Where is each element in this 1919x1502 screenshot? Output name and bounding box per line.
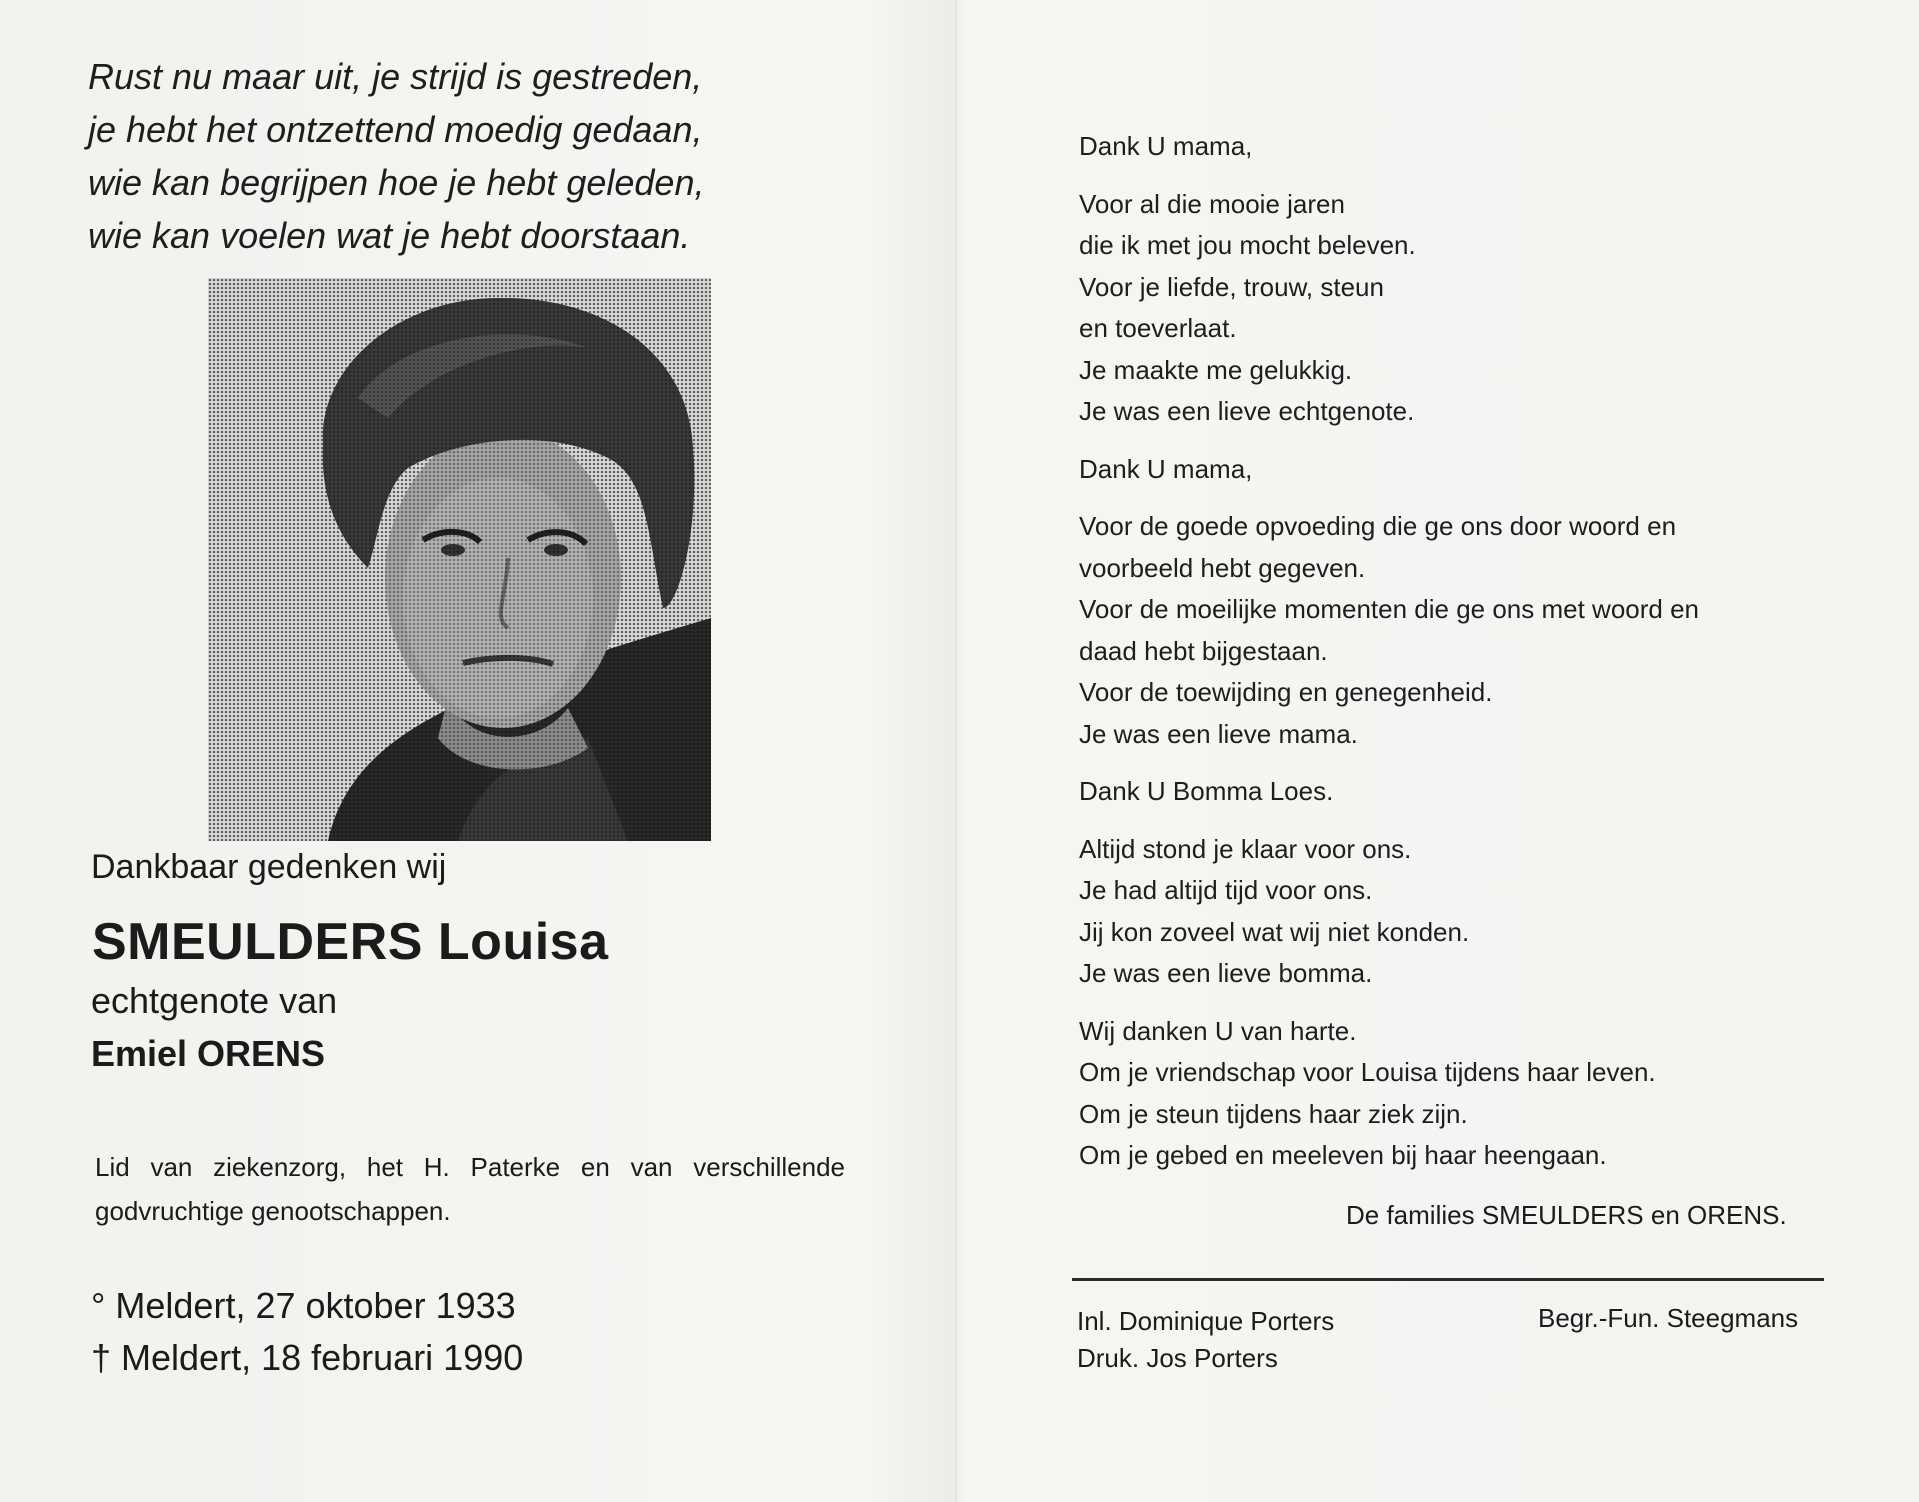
portrait-illustration (208, 278, 711, 841)
divider (1072, 1278, 1824, 1281)
stanza-line: Om je vriendschap voor Louisa tijdens haar leven. (1079, 1057, 1656, 1087)
families-signature: De families SMEULDERS en ORENS. (1346, 1200, 1787, 1230)
funeral-director: Begr.-Fun. Steegmans (1538, 1303, 1799, 1333)
stanza-line: Altijd stond je klaar voor ons. (1079, 833, 1412, 864)
stanza-line: en toeverlaat. (1079, 313, 1237, 343)
stanza-line: Om je gebed en meeleven bij haar heengaan. (1079, 1140, 1607, 1170)
poem-line: Rust nu maar uit, je strijd is gestreden, (88, 56, 703, 97)
stanza-line: Voor de goede opvoeding die ge ons door woord en (1079, 511, 1677, 541)
stanza-heading: Dank U mama, (1079, 131, 1253, 161)
intro-text: Dankbaar gedenken wij (91, 848, 447, 886)
tribute-text (1079, 126, 1699, 1177)
printer-line: Inl. Dominique Porters (1077, 1306, 1335, 1336)
death-date: † Meldert, 18 februari 1990 (91, 1337, 524, 1378)
portrait-photo (208, 278, 711, 841)
life-dates (91, 1280, 523, 1384)
stanza-line: Je was een lieve bomma. (1079, 958, 1373, 988)
stanza-line: Voor je liefde, trouw, steun (1079, 271, 1384, 302)
membership-line: godvruchtige genootschappen. (95, 1196, 451, 1226)
stanza-line: Voor de moeilijke momenten die ge ons met woord en (1079, 594, 1700, 624)
printer-credits (1077, 1303, 1334, 1377)
poem-line: je hebt het ontzettend moedig gedaan, (88, 109, 703, 150)
stanza-line: Jij kon zoveel wat wij niet konden. (1079, 916, 1470, 947)
stanza-line: Voor al die mooie jaren (1079, 188, 1345, 219)
stanza-line: Om je steun tijdens haar ziek zijn. (1079, 1098, 1468, 1129)
spouse-label: echtgenote van (91, 980, 338, 1021)
stanza-line: die ik met jou mocht beleven. (1079, 230, 1416, 260)
fold-line (955, 0, 957, 1502)
stanza-line: Je maakte me gelukkig. (1079, 354, 1353, 385)
poem-line: wie kan voelen wat je hebt doorstaan. (88, 215, 691, 256)
membership-text (95, 1145, 845, 1233)
poem-line: wie kan begrijpen hoe je hebt geleden, (88, 162, 705, 203)
stanza-line: Je had altijd tijd voor ons. (1079, 875, 1373, 905)
opening-poem (88, 50, 704, 262)
stanza-heading: Dank U mama, (1079, 453, 1253, 484)
stanza-line: voorbeeld hebt gegeven. (1079, 552, 1366, 583)
stanza-line: Voor de toewijding en genegenheid. (1079, 677, 1493, 707)
stanza-heading: Dank U Bomma Loes. (1079, 776, 1334, 806)
printer-line: Druk. Jos Porters (1077, 1343, 1278, 1373)
stanza-line: Je was een lieve echtgenote. (1079, 396, 1415, 426)
membership-line: Lid van ziekenzorg, het H. Paterke en van verschillende (95, 1152, 845, 1182)
stanza-line: daad hebt bijgestaan. (1079, 635, 1328, 666)
birth-date: ° Meldert, 27 oktober 1933 (91, 1285, 516, 1326)
spouse-name: Emiel ORENS (91, 1033, 326, 1074)
stanza-line: Je was een lieve mama. (1079, 718, 1358, 749)
stanza-line: Wij danken U van harte. (1079, 1015, 1357, 1046)
deceased-name: SMEULDERS Louisa (92, 913, 609, 971)
